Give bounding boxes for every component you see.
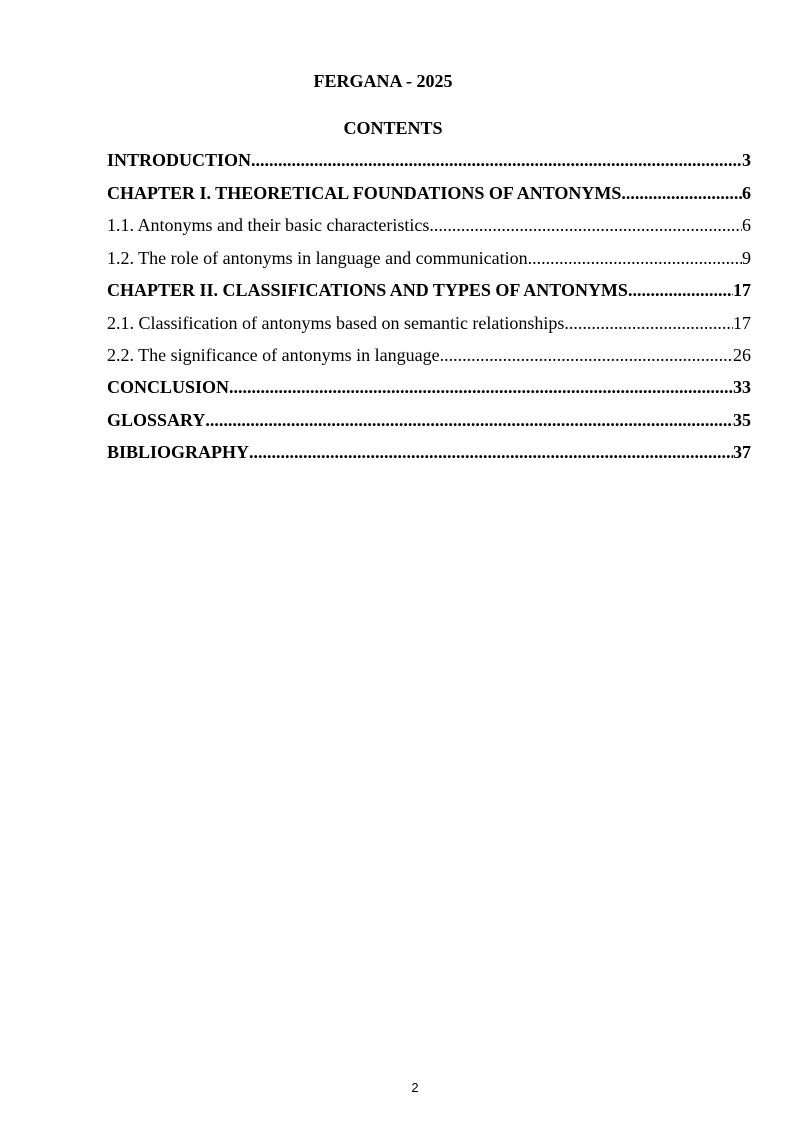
toc-entry-introduction[interactable] — [107, 148, 751, 172]
toc-entry-title: 2.2. The significance of antonyms in language — [107, 345, 440, 365]
place-year-heading: FERGANA - 2025 — [313, 71, 453, 91]
toc-entry-page: 6 — [742, 215, 751, 235]
contents-heading: CONTENTS — [343, 118, 443, 138]
toc-entry-title: 1.1. Antonyms and their basic characteristics — [107, 215, 430, 235]
toc-entry-page: 33 — [733, 377, 751, 397]
toc-entry-page: 37 — [733, 442, 751, 462]
toc-leader-dots — [621, 181, 742, 205]
toc-entry-title: 2.1. Classification of antonyms based on semantic relationships — [107, 313, 565, 333]
toc-leader-dots — [205, 408, 733, 432]
toc-entry-title: CHAPTER I. THEORETICAL FOUNDATIONS OF ANTONYMS — [107, 183, 622, 203]
toc-entry-glossary[interactable] — [107, 408, 751, 432]
toc-entry-bibliography[interactable] — [107, 440, 751, 464]
toc-entry-title: GLOSSARY — [107, 410, 206, 430]
toc-entry-section-2-2[interactable] — [107, 343, 751, 367]
toc-entry-title: 1.2. The role of antonyms in language and communication — [107, 248, 528, 268]
toc-leader-dots — [528, 246, 742, 270]
toc-entry-section-2-1[interactable] — [107, 311, 751, 335]
toc-entry-title: INTRODUCTION — [107, 150, 252, 170]
toc-leader-dots — [564, 311, 733, 335]
toc-entry-section-1-1[interactable] — [107, 213, 751, 237]
toc-entry-chapter-2[interactable] — [107, 278, 751, 302]
toc-entry-page: 9 — [742, 248, 751, 268]
page-number: 2 — [411, 1080, 419, 1095]
toc-entry-page: 17 — [733, 313, 751, 333]
toc-entry-page: 17 — [733, 280, 751, 300]
toc-entry-page: 3 — [742, 150, 751, 170]
toc-leader-dots — [251, 148, 742, 172]
toc-entry-chapter-1[interactable] — [107, 181, 751, 205]
toc-leader-dots — [628, 278, 733, 302]
toc-leader-dots — [440, 343, 733, 367]
toc-entry-page: 26 — [733, 345, 751, 365]
toc-entry-title: BIBLIOGRAPHY — [107, 442, 250, 462]
toc-leader-dots — [429, 213, 742, 237]
toc-entry-title: CHAPTER II. CLASSIFICATIONS AND TYPES OF ANTONYMS — [107, 280, 628, 300]
toc-leader-dots — [229, 375, 733, 399]
toc-entry-conclusion[interactable] — [107, 375, 751, 399]
toc-entry-page: 35 — [733, 410, 751, 430]
toc-entry-title: CONCLUSION — [107, 377, 230, 397]
toc-leader-dots — [249, 440, 733, 464]
toc-entry-page: 6 — [742, 183, 751, 203]
toc-entry-section-1-2[interactable] — [107, 246, 751, 270]
